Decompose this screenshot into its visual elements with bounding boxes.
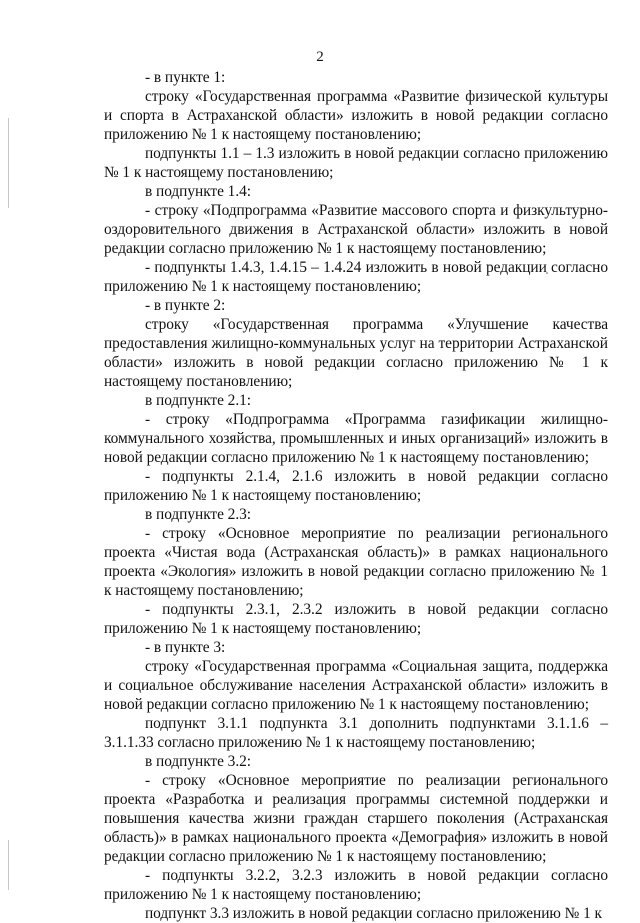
scan-artifact-line [8, 840, 9, 890]
paragraph: - строку «Основное мероприятие по реализации регионального проекта «Разработка и реализация программы системной поддержки и повышения качества жизни граждан старшего поколения (Астраханская область)» в рамках национального проекта «Демография» изложить в новой редакции согласно приложению № 1 к настоящему постановлению; [104, 772, 608, 865]
paragraph: - строку «Подпрограмма «Развитие массового спорта и физкультурно-оздоровительного движения в Астраханской области» изложить в новой редакции согласно приложению № 1 к настоящему постановлению; [104, 202, 608, 257]
paragraph: в подпункте 2.3: [145, 506, 251, 523]
paragraph: - строку «Подпрограмма «Программа газификации жилищно-коммунального хозяйства, промышленных и иных организаций» изложить в новой редакции согласно приложению № 1 к настоящему постановлению; [104, 411, 608, 466]
paragraph: строку «Государственная программа «Социальная защита, поддержка и социальное обслуживание населения Астраханской области» изложить в новой редакции согласно приложению № 1 к настоящему постановлению; [104, 658, 608, 713]
paragraph: строку «Государственная программа «Развитие физической культуры и спорта в Астраханской области» изложить в новой редакции согласно приложению № 1 к настоящему постановлению; [104, 88, 608, 143]
paragraph: - подпункты 1.4.3, 1.4.15 – 1.4.24 изложить в новой редакции согласно приложению № 1 к настоящему постановлению; [104, 259, 608, 295]
paragraph: - подпункты 3.2.2, 3.2.3 изложить в новой редакции согласно приложению № 1 к настоящему постановлению; [104, 867, 608, 903]
document-body [104, 68, 608, 923]
paragraph: в подпункте 3.2: [145, 753, 251, 770]
paragraph: строку «Государственная программа «Улучшение качества предоставления жилищно-коммунальных услуг на территории Астраханской области» изложить в новой редакции согласно приложению № 1 к настоящему постановлению; [104, 316, 608, 390]
scan-artifact-line [8, 118, 9, 208]
paragraph: - подпункты 2.3.1, 2.3.2 изложить в новой редакции согласно приложению № 1 к настоящему постановлению; [104, 601, 608, 637]
paragraph: - подпункты 2.1.4, 2.1.6 изложить в новой редакции согласно приложению № 1 к настоящему постановлению; [104, 468, 608, 504]
paragraph: подпункт 3.1.1 подпункта 3.1 дополнить подпунктами 3.1.1.6 – 3.1.1.33 согласно приложению № 1 к настоящему постановлению; [104, 715, 608, 751]
page-number: 2 [316, 49, 324, 65]
paragraph: в подпункте 1.4: [145, 183, 251, 200]
paragraph: подпункт 3.3 изложить в новой редакции согласно приложению № 1 к [145, 905, 602, 922]
paragraph: в подпункте 2.1: [145, 392, 251, 409]
paragraph: - в пункте 1: [145, 69, 226, 86]
paragraph: подпункты 1.1 – 1.3 изложить в новой редакции согласно приложению № 1 к настоящему постановлению; [104, 145, 608, 181]
paragraph: - строку «Основное мероприятие по реализации регионального проекта «Чистая вода (Астраханская область)» в рамках национального проекта «Экология» изложить в новой редакции согласно приложению № 1 к настоящему постановлению; [104, 525, 608, 599]
paragraph: - в пункте 2: [145, 297, 226, 314]
paragraph: - в пункте 3: [145, 639, 226, 656]
